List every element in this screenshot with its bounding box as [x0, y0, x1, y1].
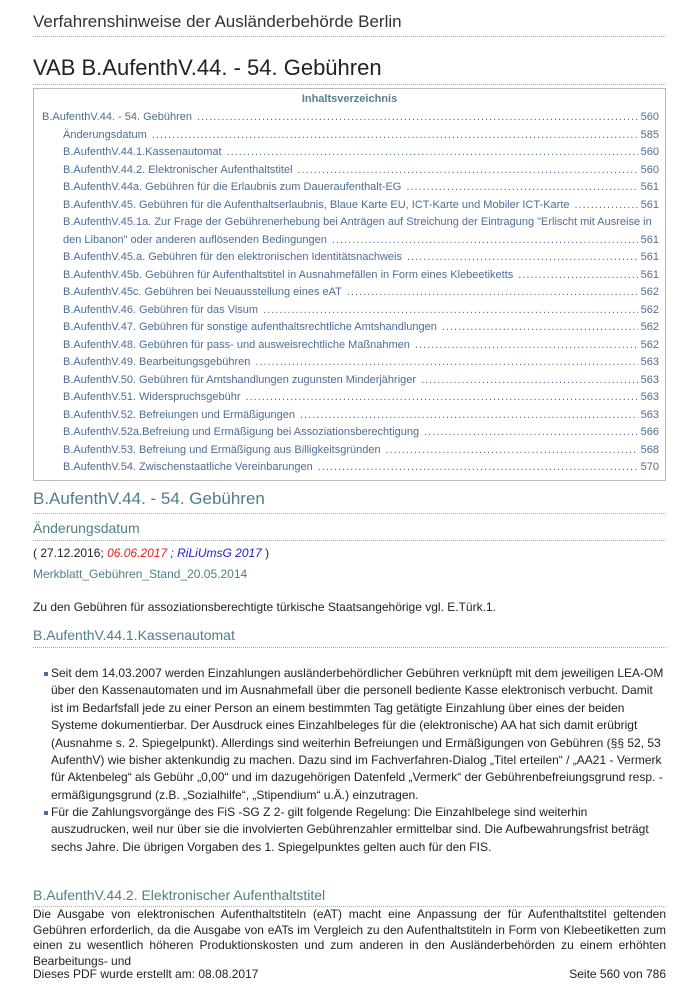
toc-entry-label: B.AufenthV.50. Gebühren für Amtshandlungen zugunsten Minderjähriger — [63, 373, 417, 386]
toc-entry-label: B.AufenthV.45c. Gebühren bei Neuausstellung eines eAT — [63, 286, 342, 298]
toc-entry[interactable] — [63, 302, 659, 320]
toc-entry-page: 562 — [640, 303, 659, 316]
toc-entry[interactable] — [63, 179, 659, 197]
eat-text: Die Ausgabe von elektronischen Aufenthaltstiteln (eAT) macht eine Anpassung der für Aufenthaltstitel geltenden Gebühren erforderlich, da die Ausgabe von eATs im Vergleich zu den Aufenthaltstiteln in Form von Klebeetiketten zum einen zu wesentlich höheren Produktionskosten und zum anderen in den Ausländerbehörden zu einem erhöhten Bearbeitungs- und — [33, 907, 666, 968]
footer-created: Dieses PDF wurde erstellt am: 08.08.2017 — [33, 967, 259, 981]
toc-entry-label: B.AufenthV.51. Widerspruchsgebühr — [63, 391, 241, 403]
toc-entry[interactable] — [63, 442, 659, 460]
change-date-red: 06.06.2017 — [107, 546, 168, 560]
toc-entry-page: 561 — [640, 181, 659, 193]
toc-entry-label: B.AufenthV.44.2. Elektronischer Aufenthaltstitel — [63, 163, 293, 176]
eat-heading: B.AufenthV.44.2. Elektronischer Aufenthaltstitel — [33, 887, 326, 903]
toc-entry[interactable] — [63, 214, 659, 249]
kassenautomat-heading: B.AufenthV.44.1.Kassenautomat — [33, 627, 235, 643]
toc-entry-page: 561 — [640, 233, 659, 246]
bullet-icon — [44, 811, 48, 815]
toc-heading: Inhaltsverzeichnis — [301, 93, 398, 105]
toc-entry-label: B.AufenthV.45b. Gebühren für Aufenthaltstitel in Ausnahmefällen in Form eines Klebeetiketts — [63, 268, 514, 281]
title-divider — [33, 84, 666, 85]
toc-entry[interactable] — [42, 109, 659, 127]
toc-entry-label: B.AufenthV.48. Gebühren für pass- und ausweisrechtliche Maßnahmen — [63, 338, 410, 351]
toc-entry-page: 560 — [640, 111, 659, 123]
merkblatt-link[interactable]: Merkblatt_Gebühren_Stand_20.05.2014 — [33, 567, 248, 581]
toc-entry[interactable] — [63, 197, 659, 215]
section-divider — [33, 540, 666, 541]
toc-entry[interactable] — [63, 127, 659, 145]
change-ref-blue: RiLiUmsG 2017 — [177, 546, 262, 560]
toc-entry-label: B.AufenthV.44a. Gebühren für die Erlaubnis zum Daueraufenthalt-EG — [63, 181, 402, 193]
toc-entry[interactable] — [63, 407, 659, 425]
header-divider — [33, 36, 666, 37]
toc-entry-page: 563 — [640, 408, 659, 421]
toc-entry[interactable] — [63, 267, 659, 285]
toc-entry-label: B.AufenthV.49. Bearbeitungsgebühren — [63, 356, 251, 368]
toc-entry[interactable] — [63, 319, 659, 337]
header-title: Verfahrenshinweise der Ausländerbehörde Berlin — [33, 12, 402, 31]
bullet-icon — [44, 672, 48, 676]
toc-entry-page: 566 — [640, 426, 659, 438]
toc-entry-page: 561 — [640, 198, 659, 211]
toc-entry-label: Änderungsdatum — [63, 128, 147, 141]
section-divider — [33, 647, 666, 648]
list-item-text: Für die Zahlungsvorgänge des FiS -SG Z 2- gilt folgende Regelung: Die Einzahlbelege sind weiterhin auszudrucken, weil nur über sie die involvierten Gebührenzahler ermittelbar sind. Die Aufbewahrungsfrist beträgt sechs Jahre. Die übrigen Vorgaben des 1. Spiegelpunktes gelten auch für den FIS. — [51, 805, 649, 854]
toc-entry-page: 563 — [640, 373, 659, 386]
toc-entry[interactable] — [63, 389, 659, 407]
document-title: VAB B.AufenthV.44. - 54. Gebühren — [33, 55, 382, 80]
footer-page-number: Seite 560 von 786 — [569, 967, 666, 981]
toc-entry[interactable] — [63, 337, 659, 355]
list-item — [33, 804, 666, 856]
toc-entry[interactable] — [63, 424, 659, 442]
list-item — [33, 665, 666, 804]
toc-entry[interactable] — [63, 249, 659, 267]
toc-entry[interactable] — [63, 459, 659, 477]
toc-entry-label: B.AufenthV.44.1.Kassenautomat — [63, 146, 222, 158]
toc-entry-label: den Libanon" oder anderen auflösenden Bedingungen — [63, 233, 327, 246]
toc-entry-label: B.AufenthV.44. - 54. Gebühren — [42, 111, 193, 123]
toc-entry-label: B.AufenthV.54. Zwischenstaatliche Vereinbarungen — [63, 461, 313, 473]
toc-entry[interactable] — [63, 144, 659, 162]
toc-entry-page: 562 — [640, 321, 659, 333]
toc-entry-page: 563 — [640, 356, 659, 368]
toc-entry-label-line1: B.AufenthV.45.1a. Zur Frage der Gebührenerhebung bei Anträgen auf Streichung der Eintragung "Erlischt mit Ausreise in — [63, 216, 652, 228]
toc-entry[interactable] — [63, 372, 659, 390]
intro-text: Zu den Gebühren für assoziationsberechtigte türkische Staatsangehörige vgl. E.Türk.1. — [33, 600, 496, 614]
toc-entry-label: B.AufenthV.53. Befreiung und Ermäßigung aus Billigkeitsgründen — [63, 443, 381, 456]
aenderung-heading: Änderungsdatum — [33, 520, 140, 536]
toc-entry-page: 560 — [640, 163, 659, 176]
toc-entry-label: B.AufenthV.47. Gebühren für sonstige aufenthaltsrechtliche Amtshandlungen — [63, 321, 437, 333]
toc-entry-label: B.AufenthV.52a.Befreiung und Ermäßigung bei Assoziationsberechtigung — [63, 426, 420, 438]
toc-entry-label: B.AufenthV.45. Gebühren für die Aufenthaltserlaubnis, Blaue Karte EU, ICT-Karte und Mobiler ICT-Karte — [63, 198, 570, 211]
list-item-text: Seit dem 14.03.2007 werden Einzahlungen ausländerbehördlicher Gebühren verknüpft mit dem jeweiligen LEA-OM über den Kassenautomaten und im Ausnahmefall über die personell bediente Kasse elektronisch verbucht. Damit ist im Bedarfsfall jede zu einer Person an einem bestimmten Tag getätigte Einzahlung über eines der beiden Systeme dokumentierbar. Der Ausdruck eines Einzahlbeleges für die (elektronische) AA hat sich damit erübrigt (Ausnahme s. 2. Spiegelpunkt). Allerdings sind weiterhin Befreiungen und Ermäßigungen von Gebühren (§§ 52, 53 AufenthV) wie bisher aktenkundig zu machen. Dazu sind im Fachverfahren-Dialog „Titel erteilen“ / „AA21 - Vermerk für Aktenbeleg“ als Gebühr „0,00“ und im dazugehörigen Datenfeld „Vermerk“ der Gebührenbefreiungsgrund resp. -ermäßigungsgrund (z.B. „Sozialhilfe“, „Stipendium“ u.Ä.) einzutragen. — [51, 666, 664, 802]
toc-entry-page: 568 — [640, 443, 659, 456]
toc-entry-page: 562 — [640, 286, 659, 298]
change-dates: ( 27.12.2016; 06.06.2017 ; RiLiUmsG 2017 ) — [33, 546, 270, 560]
toc-entry-page: 570 — [640, 461, 659, 473]
toc-entry-page: 561 — [640, 268, 659, 281]
table-of-contents — [33, 88, 666, 481]
toc-entry-page: 562 — [640, 338, 659, 351]
toc-entry-page: 585 — [640, 128, 659, 141]
toc-entry-page: 560 — [640, 146, 659, 158]
toc-entry-label: B.AufenthV.45.a. Gebühren für den elektronischen Identitätsnachweis — [63, 251, 402, 263]
section-title: B.AufenthV.44. - 54. Gebühren — [33, 489, 265, 508]
toc-entry-page: 561 — [640, 251, 659, 263]
toc-entry-page: 563 — [640, 391, 659, 403]
toc-entry[interactable] — [63, 284, 659, 302]
toc-entry[interactable] — [63, 162, 659, 180]
toc-entry-label: B.AufenthV.46. Gebühren für das Visum — [63, 303, 259, 316]
section-divider — [33, 513, 666, 514]
toc-entry-label: B.AufenthV.52. Befreiungen und Ermäßigungen — [63, 408, 295, 421]
toc-entry[interactable] — [63, 354, 659, 372]
